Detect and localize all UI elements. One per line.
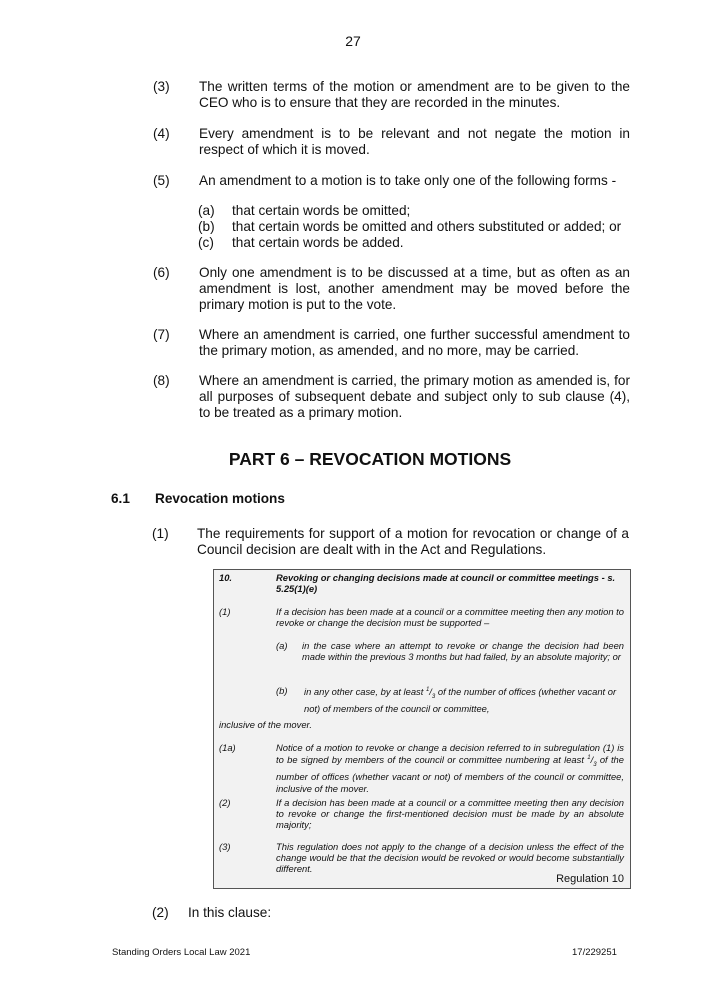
paragraph-letter: (b) [276, 685, 288, 696]
form-text: that certain words be omitted and others substituted or added; or [232, 219, 622, 234]
paragraph-text: in any other case, by at least $^1/_3$ of the number of offices (whether vacant or not) of members of the council or committee, [304, 686, 617, 715]
subregulation-number: (1a) [219, 742, 236, 753]
clause-number: (1) [152, 526, 169, 541]
clause-number: (6) [153, 265, 170, 280]
clause-text: Every amendment is to be relevant and not negate the motion in respect of which it is moved. [199, 126, 630, 157]
form-text: that certain words be added. [232, 235, 404, 250]
part-heading: PART 6 – REVOCATION MOTIONS [228, 449, 512, 469]
clause-text: An amendment to a motion is to take only one of the following forms - [199, 173, 617, 188]
clause-number: (2) [152, 905, 169, 920]
regulation-number: 10. [219, 572, 233, 583]
clause-number: (8) [153, 373, 170, 388]
clause-number: (4) [153, 126, 170, 141]
form-letter: (a) [198, 203, 215, 218]
clause-text: Where an amendment is carried, one further successful amendment to the primary motion, as amended, and no more, may be carried. [199, 327, 630, 358]
section-title: Revocation motions [155, 491, 285, 506]
clause-number: (5) [153, 173, 170, 188]
subregulation-text: If a decision has been made at a council or a committee meeting then any decision to revoke or change the first-mentioned decision must be made by an absolute majority; [276, 797, 624, 831]
subregulation-number: (2) [219, 797, 231, 808]
form-letter: (c) [198, 235, 214, 250]
subregulation-number: (3) [219, 841, 231, 852]
subregulation-text: If a decision has been made at a council or a committee meeting then any motion to revoke or change the decision must be supported – [276, 606, 624, 629]
clause-text: Only one amendment is to be discussed at a time, but as often as an amendment is lost, another amendment may be moved before the primary motion is put to the vote. [199, 265, 630, 312]
regulation-title: Revoking or changing decisions made at council or committee meetings - s. 5.25(1)(e) [276, 572, 616, 595]
clause-text: Where an amendment is carried, the primary motion as amended is, for all purposes of subsequent debate and subject only to sub clause (4), to be treated as a primary motion. [199, 373, 630, 420]
subregulation-text: Notice of a motion to revoke or change a decision referred to in subregulation (1) is to be signed by members of the council or committee numbering at least $^1/_3$ of the number of offices (whether vacant or not) of members of the council or committee, inclusive of the mover. [276, 742, 624, 794]
clause-text: The written terms of the motion or amendment are to be given to the CEO who is to ensure that they are recorded in the minutes. [199, 79, 630, 110]
clause-number: (7) [153, 327, 170, 342]
form-text: that certain words be omitted; [232, 203, 411, 218]
paragraph-letter: (a) [276, 640, 288, 651]
clause-text: The requirements for support of a motion for revocation or change of a Council decision are dealt with in the Act and Regulations. [197, 526, 629, 557]
footer-title: Standing Orders Local Law 2021 [112, 947, 251, 958]
form-letter: (b) [198, 219, 215, 234]
regulation-reference: Regulation 10 [556, 873, 624, 885]
page-number: 27 [345, 33, 361, 49]
clause-number: (3) [153, 79, 170, 94]
clause-text: In this clause: [188, 905, 272, 920]
paragraph-text: in the case where an attempt to revoke or change the decision had been made within the previous 3 months but had failed, by an absolute majority; or [302, 640, 624, 663]
footer-reference: 17/229251 [572, 947, 617, 958]
subregulation-text: This regulation does not apply to the change of a decision unless the effect of the change would be that the decision would be revoked or would become substantially different. [276, 841, 624, 875]
regulation-box [213, 569, 631, 889]
section-number: 6.1 [111, 491, 130, 506]
subregulation-number: (1) [219, 606, 231, 617]
inclusive-text: inclusive of the mover. [219, 719, 312, 730]
